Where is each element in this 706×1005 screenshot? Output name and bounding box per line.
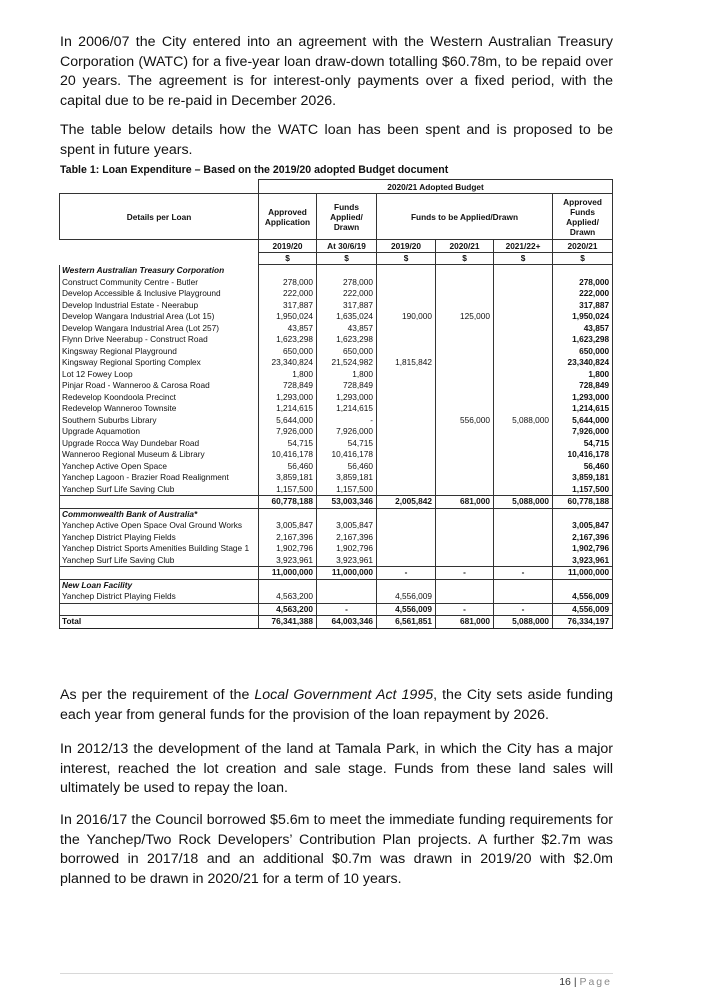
loan-name-cell: Develop Accessible & Inclusive Playground [60, 288, 259, 300]
loan-name-cell: Yanchep Active Open Space Oval Ground Works [60, 520, 259, 532]
table-row [60, 532, 613, 544]
empty-cell [317, 265, 377, 277]
amount-cell [377, 277, 436, 289]
amount-cell: 1,623,298 [317, 334, 377, 346]
amount-cell: 7,926,000 [553, 426, 613, 438]
yanchep-borrowing-paragraph: In 2016/17 the Council borrowed $5.6m to meet the immediate funding requirements for the Yanchep/Two Rock Developers’ Contribution Plan projects. A further $2.7m was borrowed in 2017/18 and an additional $0.7m was drawn in 2019/20 with $2.0m planned to be drawn in 2020/21 for a term of 10 years. [60, 812, 613, 887]
amount-cell [436, 323, 494, 335]
amount-cell: 278,000 [553, 277, 613, 289]
loan-expenditure-table [59, 179, 613, 629]
empty-cell [494, 265, 553, 277]
amount-cell: 1,293,000 [259, 392, 317, 404]
amount-cell: 1,157,500 [259, 484, 317, 496]
subtotal-value: 53,003,346 [317, 496, 377, 509]
amount-cell [377, 520, 436, 532]
amount-cell [494, 426, 553, 438]
amount-cell: 1,902,796 [553, 543, 613, 555]
table-row [60, 415, 613, 427]
amount-cell [377, 438, 436, 450]
loan-name-cell: Upgrade Aquamotion [60, 426, 259, 438]
amount-cell [436, 543, 494, 555]
amount-cell [377, 392, 436, 404]
loan-name-cell: Yanchep Lagoon - Brazier Road Realignment [60, 472, 259, 484]
subtotal-value: 11,000,000 [553, 567, 613, 580]
loan-name-cell: Redevelop Koondoola Precinct [60, 392, 259, 404]
amount-cell: 3,005,847 [317, 520, 377, 532]
loan-name-cell: Upgrade Rocca Way Dundebar Road [60, 438, 259, 450]
loan-name-cell: Develop Wangara Industrial Area (Lot 257) [60, 323, 259, 335]
amount-cell [494, 357, 553, 369]
approved-funds-header: Approved Funds Applied/ Drawn [553, 194, 613, 240]
loan-name-cell: Kingsway Regional Sporting Complex [60, 357, 259, 369]
table-row [60, 346, 613, 358]
amount-cell [436, 426, 494, 438]
loan-name-cell: Yanchep Surf Life Saving Club [60, 555, 259, 567]
amount-cell: 1,623,298 [553, 334, 613, 346]
amount-cell: 43,857 [259, 323, 317, 335]
amount-cell: 1,800 [317, 369, 377, 381]
loan-name-cell: Yanchep Surf Life Saving Club [60, 484, 259, 496]
amount-cell [494, 555, 553, 567]
amount-cell [494, 543, 553, 555]
table-row [60, 380, 613, 392]
amount-cell: 56,460 [553, 461, 613, 473]
unit-label: $ [259, 252, 317, 265]
amount-cell: 5,088,000 [494, 415, 553, 427]
amount-cell: 1,293,000 [317, 392, 377, 404]
table-row [60, 334, 613, 346]
amount-cell: 3,005,847 [553, 520, 613, 532]
amount-cell: 5,644,000 [553, 415, 613, 427]
empty-cell [553, 579, 613, 591]
amount-cell: 2,167,396 [259, 532, 317, 544]
amount-cell [377, 300, 436, 312]
table-row [60, 369, 613, 381]
amount-cell: 317,887 [317, 300, 377, 312]
section-header-row [60, 508, 613, 520]
amount-cell [494, 520, 553, 532]
amount-cell: 3,923,961 [259, 555, 317, 567]
loan-name-cell: Kingsway Regional Playground [60, 346, 259, 358]
table-row [60, 357, 613, 369]
table-row [60, 484, 613, 496]
table-row [60, 311, 613, 323]
amount-cell: 278,000 [259, 277, 317, 289]
amount-cell [436, 449, 494, 461]
amount-cell: 1,635,024 [317, 311, 377, 323]
amount-cell: 2,167,396 [553, 532, 613, 544]
amount-cell [494, 472, 553, 484]
amount-cell: 43,857 [317, 323, 377, 335]
loan-name-cell: Redevelop Wanneroo Townsite [60, 403, 259, 415]
table-intro-paragraph: The table below details how the WATC loan has been spent and is proposed to be spent in future years. [60, 122, 613, 158]
amount-cell [436, 380, 494, 392]
table-row [60, 591, 613, 603]
amount-cell: 56,460 [317, 461, 377, 473]
loan-name-cell: Develop Industrial Estate - Neerabup [60, 300, 259, 312]
subtotal-value: - [436, 603, 494, 616]
subtotal-value: 4,563,200 [259, 603, 317, 616]
amount-cell: 1,902,796 [317, 543, 377, 555]
empty-cell [317, 579, 377, 591]
subtotal-value: 60,778,188 [259, 496, 317, 509]
amount-cell [494, 300, 553, 312]
loan-name-cell: Lot 12 Fowey Loop [60, 369, 259, 381]
amount-cell [494, 288, 553, 300]
amount-cell: 3,859,181 [259, 472, 317, 484]
amount-cell [436, 346, 494, 358]
funds-applied-header: Funds Applied/ Drawn [317, 194, 377, 240]
unit-label: $ [553, 252, 613, 265]
loan-name-cell: Flynn Drive Neerabup - Construct Road [60, 334, 259, 346]
amount-cell [494, 334, 553, 346]
table-row [60, 543, 613, 555]
empty-cell [436, 579, 494, 591]
amount-cell: 1,214,615 [259, 403, 317, 415]
intro-paragraph: In 2006/07 the City entered into an agreement with the Western Australian Treasury Corporation (WATC) for a five-year loan draw-down totalling $60.78m, to be repaid over 20 years. The agreement is for interest-only payments over a fixed period, with the capital due to be re-paid in December 2026. [60, 34, 613, 109]
subheader-year: At 30/6/19 [317, 240, 377, 253]
amount-cell [436, 520, 494, 532]
amount-cell [377, 555, 436, 567]
amount-cell [494, 403, 553, 415]
table-row [60, 403, 613, 415]
loan-name-cell: Wanneroo Regional Museum & Library [60, 449, 259, 461]
table-row [60, 288, 613, 300]
amount-cell: 190,000 [377, 311, 436, 323]
tamala-park-paragraph: In 2012/13 the development of the land at Tamala Park, in which the City has a major interest, reached the lot creation and sale stage. Funds from these land sales will ultimately be used to repay the loan. [60, 741, 613, 797]
amount-cell [494, 449, 553, 461]
amount-cell: 650,000 [259, 346, 317, 358]
amount-cell: 1,815,842 [377, 357, 436, 369]
footer-divider [60, 973, 613, 974]
amount-cell: 1,902,796 [259, 543, 317, 555]
amount-cell [494, 346, 553, 358]
amount-cell [436, 532, 494, 544]
unit-label: $ [494, 252, 553, 265]
table-row [60, 520, 613, 532]
subheader-year: 2021/22+ [494, 240, 553, 253]
loan-name-cell: Yanchep District Playing Fields [60, 591, 259, 603]
amount-cell: 278,000 [317, 277, 377, 289]
amount-cell [377, 461, 436, 473]
amount-cell: 4,563,200 [259, 591, 317, 603]
amount-cell [436, 591, 494, 603]
amount-cell [377, 449, 436, 461]
subtotal-value: - [494, 603, 553, 616]
empty-cell [377, 508, 436, 520]
subtotal-value: 5,088,000 [494, 496, 553, 509]
total-value: 5,088,000 [494, 616, 553, 629]
empty-cell [494, 579, 553, 591]
amount-cell [436, 461, 494, 473]
amount-cell: 3,923,961 [553, 555, 613, 567]
amount-cell [494, 461, 553, 473]
approved-application-header: Approved Application [259, 194, 317, 240]
total-row [60, 616, 613, 629]
empty-cell [259, 265, 317, 277]
amount-cell: 317,887 [553, 300, 613, 312]
section-header-row [60, 579, 613, 591]
empty-cell [436, 265, 494, 277]
amount-cell: 54,715 [259, 438, 317, 450]
total-value: 6,561,851 [377, 616, 436, 629]
amount-cell: 1,293,000 [553, 392, 613, 404]
subtotal-value: 4,556,009 [377, 603, 436, 616]
amount-cell: 1,623,298 [259, 334, 317, 346]
amount-cell [494, 484, 553, 496]
subtotal-value: - [494, 567, 553, 580]
empty-cell [436, 508, 494, 520]
amount-cell [436, 484, 494, 496]
amount-cell [436, 300, 494, 312]
amount-cell [494, 380, 553, 392]
subtotal-value: 60,778,188 [553, 496, 613, 509]
subheader-year: 2019/20 [377, 240, 436, 253]
subtotal-label [60, 603, 259, 616]
amount-cell [436, 392, 494, 404]
empty-cell [377, 265, 436, 277]
amount-cell: 1,214,615 [553, 403, 613, 415]
amount-cell [377, 415, 436, 427]
amount-cell [436, 403, 494, 415]
amount-cell: 728,849 [553, 380, 613, 392]
amount-cell [377, 532, 436, 544]
empty-cell [259, 508, 317, 520]
unit-label: $ [377, 252, 436, 265]
loan-name-cell: Develop Wangara Industrial Area (Lot 15) [60, 311, 259, 323]
amount-cell: 1,800 [553, 369, 613, 381]
amount-cell [377, 334, 436, 346]
section-title: New Loan Facility [60, 579, 259, 591]
amount-cell [494, 369, 553, 381]
empty-cell [494, 508, 553, 520]
amount-cell: 5,644,000 [259, 415, 317, 427]
amount-cell: 4,556,009 [377, 591, 436, 603]
amount-cell [494, 277, 553, 289]
amount-cell: 3,005,847 [259, 520, 317, 532]
subtotal-value: - [436, 567, 494, 580]
amount-cell [436, 334, 494, 346]
amount-cell [494, 392, 553, 404]
table-row [60, 277, 613, 289]
amount-cell: 10,416,178 [553, 449, 613, 461]
amount-cell [494, 532, 553, 544]
total-value: 76,341,388 [259, 616, 317, 629]
amount-cell: 23,340,824 [259, 357, 317, 369]
amount-cell: 43,857 [553, 323, 613, 335]
table-row [60, 449, 613, 461]
amount-cell: 1,157,500 [553, 484, 613, 496]
amount-cell: 317,887 [259, 300, 317, 312]
amount-cell: 2,167,396 [317, 532, 377, 544]
subheader-year: 2020/21 [553, 240, 613, 253]
amount-cell [377, 472, 436, 484]
amount-cell: 7,926,000 [317, 426, 377, 438]
total-value: 681,000 [436, 616, 494, 629]
subtotal-row [60, 603, 613, 616]
amount-cell [377, 426, 436, 438]
section-title: Western Australian Treasury Corporation [60, 265, 259, 277]
amount-cell [436, 369, 494, 381]
loan-name-cell: Yanchep District Sports Amenities Building Stage 1 [60, 543, 259, 555]
amount-cell: 23,340,824 [553, 357, 613, 369]
act-title: Local Government Act 1995 [254, 687, 434, 703]
amount-cell: 10,416,178 [259, 449, 317, 461]
amount-cell: 650,000 [317, 346, 377, 358]
amount-cell: 3,859,181 [553, 472, 613, 484]
amount-cell [436, 277, 494, 289]
total-value: 76,334,197 [553, 616, 613, 629]
empty-cell [553, 265, 613, 277]
loan-table-body [60, 265, 613, 616]
subheader-year: 2019/20 [259, 240, 317, 253]
amount-cell: 1,157,500 [317, 484, 377, 496]
subtotal-label [60, 496, 259, 509]
table-row [60, 555, 613, 567]
total-label: Total [60, 616, 259, 629]
amount-cell [436, 288, 494, 300]
amount-cell [377, 484, 436, 496]
subtotal-value: 681,000 [436, 496, 494, 509]
amount-cell: 556,000 [436, 415, 494, 427]
loan-name-cell: Pinjar Road - Wanneroo & Carosa Road [60, 380, 259, 392]
amount-cell: 222,000 [259, 288, 317, 300]
loan-name-cell: Southern Suburbs Library [60, 415, 259, 427]
amount-cell [317, 591, 377, 603]
amount-cell [494, 323, 553, 335]
loan-name-cell: Yanchep District Playing Fields [60, 532, 259, 544]
amount-cell: 1,800 [259, 369, 317, 381]
amount-cell: 222,000 [317, 288, 377, 300]
loan-name-cell: Yanchep Active Open Space [60, 461, 259, 473]
amount-cell [436, 438, 494, 450]
amount-cell [377, 380, 436, 392]
amount-cell [436, 357, 494, 369]
amount-cell [377, 288, 436, 300]
amount-cell: 54,715 [317, 438, 377, 450]
amount-cell: - [317, 415, 377, 427]
empty-cell [259, 579, 317, 591]
table-row [60, 438, 613, 450]
amount-cell [377, 323, 436, 335]
table-row [60, 392, 613, 404]
amount-cell: 10,416,178 [317, 449, 377, 461]
amount-cell: 728,849 [259, 380, 317, 392]
amount-cell [436, 472, 494, 484]
amount-cell: 1,214,615 [317, 403, 377, 415]
table-caption: Table 1: Loan Expenditure – Based on the 2019/20 adopted Budget document [60, 164, 449, 176]
amount-cell: 4,556,009 [553, 591, 613, 603]
amount-cell: 21,524,982 [317, 357, 377, 369]
section-header-row [60, 265, 613, 277]
table-row [60, 300, 613, 312]
amount-cell [494, 311, 553, 323]
subtotal-value: - [317, 603, 377, 616]
group-header: 2020/21 Adopted Budget [259, 180, 613, 194]
subtotal-row [60, 567, 613, 580]
page-number: 16 | Page [559, 976, 612, 988]
funds-to-be-applied-header: Funds to be Applied/Drawn [377, 194, 553, 240]
section-title: Commonwealth Bank of Australia* [60, 508, 259, 520]
amount-cell [494, 438, 553, 450]
subtotal-value: 11,000,000 [317, 567, 377, 580]
amount-cell: 125,000 [436, 311, 494, 323]
amount-cell: 3,859,181 [317, 472, 377, 484]
subheader-year: 2020/21 [436, 240, 494, 253]
subtotal-row [60, 496, 613, 509]
total-value: 64,003,346 [317, 616, 377, 629]
amount-cell: 3,923,961 [317, 555, 377, 567]
table-row [60, 461, 613, 473]
amount-cell: 222,000 [553, 288, 613, 300]
loan-name-cell: Construct Community Centre - Butler [60, 277, 259, 289]
amount-cell [377, 369, 436, 381]
table-row [60, 426, 613, 438]
empty-cell [317, 508, 377, 520]
amount-cell: 650,000 [553, 346, 613, 358]
table-row [60, 323, 613, 335]
amount-cell [494, 591, 553, 603]
amount-cell [377, 403, 436, 415]
amount-cell: 1,950,024 [259, 311, 317, 323]
amount-cell: 7,926,000 [259, 426, 317, 438]
subtotal-value: - [377, 567, 436, 580]
subtotal-value: 11,000,000 [259, 567, 317, 580]
amount-cell [377, 543, 436, 555]
unit-label: $ [436, 252, 494, 265]
empty-cell [377, 579, 436, 591]
amount-cell: 728,849 [317, 380, 377, 392]
amount-cell: 54,715 [553, 438, 613, 450]
amount-cell [377, 346, 436, 358]
amount-cell: 1,950,024 [553, 311, 613, 323]
amount-cell: 56,460 [259, 461, 317, 473]
details-header: Details per Loan [60, 194, 259, 240]
subtotal-value: 2,005,842 [377, 496, 436, 509]
unit-label: $ [317, 252, 377, 265]
empty-cell [553, 508, 613, 520]
table-row [60, 472, 613, 484]
act-paragraph: As per the requirement of the Local Government Act 1995, the City sets aside funding each year from general funds for the provision of the loan repayment by 2026. [60, 687, 613, 723]
subtotal-label [60, 567, 259, 580]
amount-cell [436, 555, 494, 567]
subtotal-value: 4,556,009 [553, 603, 613, 616]
